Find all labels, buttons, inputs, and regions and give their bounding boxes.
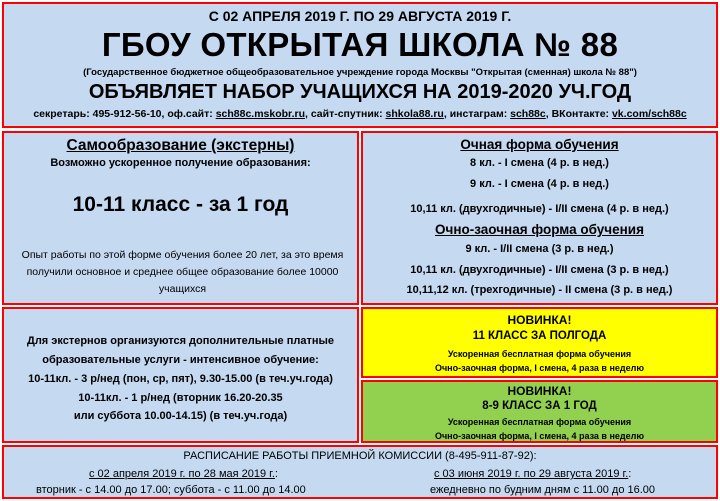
full-time-item: 9 кл. - I смена (4 р. в нед.) [470, 178, 609, 190]
new-offer-line: Очно-заочная форма, I смена, 4 раза в неделю [434, 431, 645, 441]
full-time-item: 10,11 кл. (двухгодичные) - I/II смена (4 р. в нед.) [410, 203, 669, 215]
schedule-right-period [434, 468, 631, 480]
schedule-heading: РАСПИСАНИЕ РАБОТЫ ПРИЕМНОЙ КОМИССИИ (8-495-911-87-92): [183, 450, 537, 462]
extern-line: 10-11кл. - 1 р/нед (вторник 16.20-20.35 [78, 392, 283, 404]
part-time-item: 10,11,12 кл. (трехгодичные) - II смена (3 р. в нед.) [406, 284, 673, 296]
school-full-name: (Государственное бюджетное общеобразовательное учреждение города Москвы "Открытая (сменная) школа № 88") [83, 67, 637, 78]
part-time-heading: Очно-заочная форма обучения [435, 222, 644, 237]
full-time-item: 8 кл. - I смена (4 р. в нед.) [470, 157, 609, 169]
study-forms-panel [361, 131, 718, 305]
new-offer-line: Ускоренная бесплатная форма обучения [447, 417, 632, 427]
contacts-text: , инстаграм: [443, 108, 511, 120]
extern-line: или суббота 10.00-14.15) (в теч.уч.года) [73, 410, 288, 422]
extern-line: 10-11кл. - 3 р/нед (пон, ср, пят), 9.30-15.00 (в теч.уч.года) [28, 373, 333, 385]
schedule-right-hours: ежедневно по будним дням с 11.00 до 16.00 [430, 484, 656, 496]
extern-line: образовательные услуги - интенсивное обучение: [42, 354, 319, 366]
extern-services-panel [2, 307, 359, 443]
schedule-left-period-dates: с 02 апреля 2019 г. по 28 мая 2019 г. [89, 468, 275, 480]
header-panel [2, 2, 718, 128]
new-offer-8-9-class [361, 380, 718, 443]
enrollment-dates: С 02 АПРЕЛЯ 2019 Г. ПО 29 АВГУСТА 2019 Г. [208, 8, 512, 24]
full-time-heading: Очная форма обучения [460, 137, 619, 152]
contacts-line [4, 108, 716, 120]
self-study-panel [2, 131, 359, 305]
enrollment-announcement: ОБЪЯВЛЯЕТ НАБОР УЧАЩИХСЯ НА 2019-2020 УЧ.ГОД [88, 81, 632, 103]
part-time-item: 10,11 кл. (двухгодичные) - I/II смена (3 р. в нед.) [410, 264, 669, 276]
satellite-site-link[interactable]: shkola88.ru [385, 108, 444, 120]
new-offer-11-class [361, 307, 718, 378]
schedule-left-hours: вторник - с 14.00 до 17.00; суббота - с 11.00 до 14.00 [36, 484, 306, 496]
contacts-text: секретарь: 495-912-56-10, оф.сайт: [33, 108, 216, 120]
new-offer-line: Очно-заочная форма, I смена, 4 раза в неделю [434, 363, 645, 373]
schedule-left-colon: : [274, 468, 278, 480]
self-study-heading: Самообразование (экстерны) [66, 137, 295, 154]
new-offer-line: Ускоренная бесплатная форма обучения [447, 349, 632, 359]
admission-schedule-panel [2, 445, 718, 499]
new-label: НОВИНКА! [507, 384, 572, 398]
self-study-note: Возможно ускоренное получение образования: [50, 157, 311, 169]
part-time-item: 9 кл. - I/II смена (3 р. в нед.) [465, 243, 614, 255]
official-site-link[interactable]: sch88c.mskobr.ru [215, 108, 305, 120]
extern-line: Для экстернов организуются дополнительные платные [26, 335, 334, 347]
new-label: НОВИНКА! [507, 313, 572, 327]
schedule-right-period-dates: с 03 июня 2019 г. по 29 августа 2019 г. [434, 468, 629, 480]
contacts-text: , ВКонтакте: [545, 108, 612, 120]
self-study-experience: Опыт работы по этой форме обучения более 20 лет, за это время получили основное и среднее общее образование более 10000 учащихся [21, 249, 344, 295]
schedule-left-period [89, 468, 278, 480]
self-study-offer: 10-11 класс - за 1 год [72, 193, 289, 216]
new-offer-title: 11 КЛАСС ЗА ПОЛГОДА [472, 330, 607, 342]
new-offer-title: 8-9 КЛАСС ЗА 1 ГОД [482, 400, 597, 412]
contacts-text: , сайт-спутник: [304, 108, 386, 120]
instagram-link[interactable]: sch88c [510, 108, 546, 120]
schedule-right-colon: : [628, 468, 632, 480]
vk-link[interactable]: vk.com/sch88c [611, 108, 687, 120]
school-title: ГБОУ ОТКРЫТАЯ ШКОЛА № 88 [101, 26, 619, 63]
